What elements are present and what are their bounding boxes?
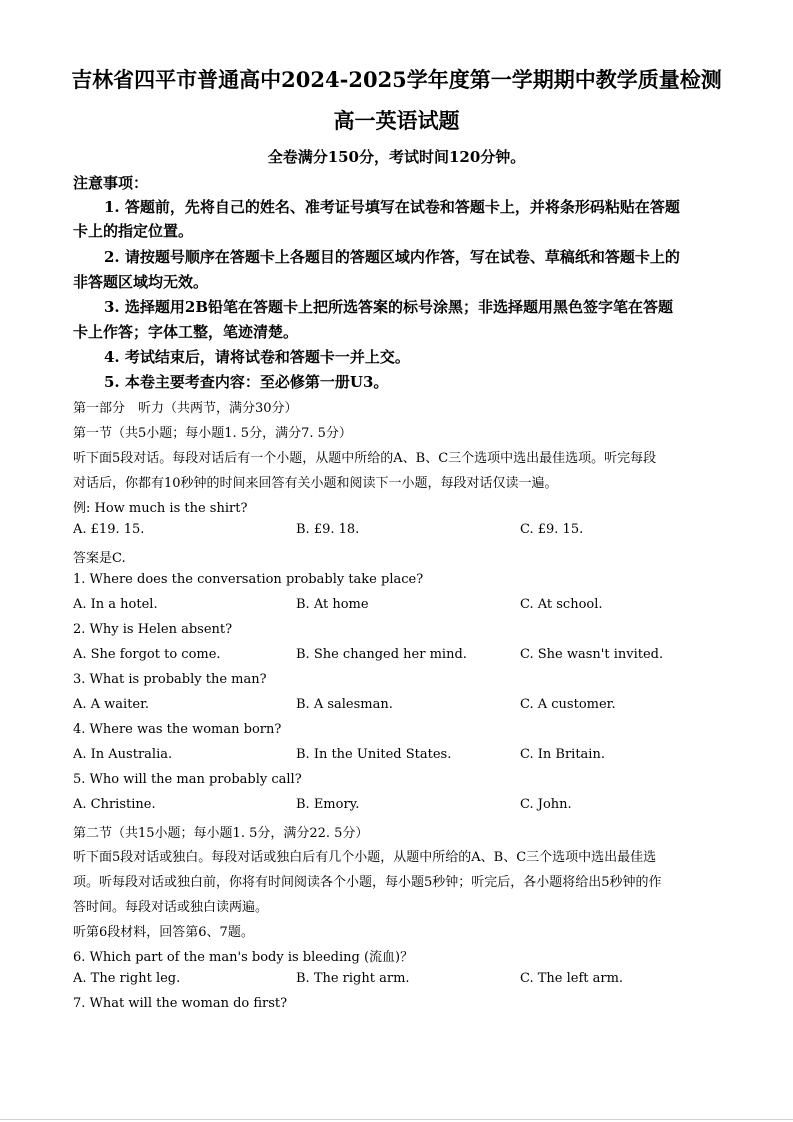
question-6-option-a: A. The right leg. <box>73 971 181 986</box>
question-6-option-b: B. The right arm. <box>296 971 410 986</box>
note-4: 4. 考试结束后，请将试卷和答题卡一并上交。 <box>104 348 410 366</box>
note-3-line-1: 3. 选择题用2B铅笔在答题卡上把所选答案的标号涂黑；非选择题用黑色签字笔在答题 <box>104 298 674 316</box>
question-4-option-a: A. In Australia. <box>73 747 173 762</box>
example-option-a: A. £19. 15. <box>73 522 145 537</box>
example-option-b: B. £9. 18. <box>296 522 360 537</box>
question-5-option-c: C. John. <box>520 797 572 812</box>
question-3-option-a: A. A waiter. <box>73 697 150 712</box>
question-1-option-a: A. In a hotel. <box>73 597 158 612</box>
section2-instructions-line-1: 听下面5段对话或独白。每段对话或独白后有几个小题，从题中所给的A、B、C三个选项中选出最佳选 <box>73 850 657 865</box>
question-4-option-c: C. In Britain. <box>520 747 605 762</box>
note-5: 5. 本卷主要考查内容：至必修第一册U3。 <box>104 373 389 391</box>
question-7: 7. What will the woman do first? <box>73 996 288 1011</box>
question-3-option-c: C. A customer. <box>520 697 616 712</box>
note-1-line-1: 1. 答题前，先将自己的姓名、准考证号填写在试卷和答题卡上，并将条形码粘贴在答题 <box>104 198 680 216</box>
question-5-option-b: B. Emory. <box>296 797 360 812</box>
question-2-option-c: C. She wasn't invited. <box>520 647 664 662</box>
exam-title: 吉林省四平市普通高中2024-2025学年度第一学期期中教学质量检测 <box>71 67 722 92</box>
question-5-option-a: A. Christine. <box>73 797 156 812</box>
section1-heading: 第一节（共5小题；每小题1. 5分，满分7. 5分） <box>73 426 352 441</box>
full-score-note: 全卷满分150分，考试时间120分钟。 <box>267 148 526 166</box>
question-3-option-b: B. A salesman. <box>296 697 393 712</box>
note-3-line-2: 卡上作答；字体工整，笔迹清楚。 <box>73 323 299 341</box>
material-6-heading: 听第6段材料，回答第6、7题。 <box>73 925 254 940</box>
part1-heading: 第一部分 听力（共两节，满分30分） <box>73 401 298 416</box>
example-option-c: C. £9. 15. <box>520 522 584 537</box>
question-6: 6. Which part of the man's body is bleeding (流血)？ <box>73 950 414 965</box>
notes-heading: 注意事项： <box>73 174 149 192</box>
section2-heading: 第二节（共15小题；每小题1. 5分，满分22. 5分） <box>73 826 369 841</box>
note-1-line-2: 卡上的指定位置。 <box>73 222 194 240</box>
question-1-option-c: C. At school. <box>520 597 603 612</box>
question-2: 2. Why is Helen absent? <box>73 622 233 637</box>
section2-instructions-line-3: 答时间。每段对话或独白读两遍。 <box>73 900 269 915</box>
note-2-line-2: 非答题区域均无效。 <box>73 273 209 291</box>
question-1: 1. Where does the conversation probably take place? <box>73 572 424 587</box>
example-answer: 答案是C. <box>73 551 126 566</box>
section2-instructions-line-2: 项。听每段对话或独白前，你将有时间阅读各个小题，每小题5秒钟；听完后，各小题将给出5秒钟的作 <box>73 875 662 890</box>
example-question: 例: How much is the shirt? <box>73 501 248 516</box>
question-2-option-b: B. She changed her mind. <box>296 647 467 662</box>
question-2-option-a: A. She forgot to come. <box>73 647 221 662</box>
question-1-option-b: B. At home <box>296 597 369 612</box>
question-3: 3. What is probably the man? <box>73 672 267 687</box>
exam-subtitle: 高一英语试题 <box>333 108 460 133</box>
question-4-option-b: B. In the United States. <box>296 747 452 762</box>
note-2-line-1: 2. 请按题号顺序在答题卡上各题目的答题区域内作答，写在试卷、草稿纸和答题卡上的 <box>104 248 680 266</box>
question-4: 4. Where was the woman born? <box>73 722 282 737</box>
question-6-option-c: C. The left arm. <box>520 971 624 986</box>
section1-instructions-line-2: 对话后，你都有10秒钟的时间来回答有关小题和阅读下一小题，每段对话仅读一遍。 <box>73 476 558 491</box>
page-bottom-divider <box>0 1119 793 1120</box>
question-5: 5. Who will the man probably call? <box>73 772 302 787</box>
section1-instructions-line-1: 听下面5段对话。每段对话后有一个小题，从题中所给的A、B、C三个选项中选出最佳选项。听完每段 <box>73 451 657 466</box>
